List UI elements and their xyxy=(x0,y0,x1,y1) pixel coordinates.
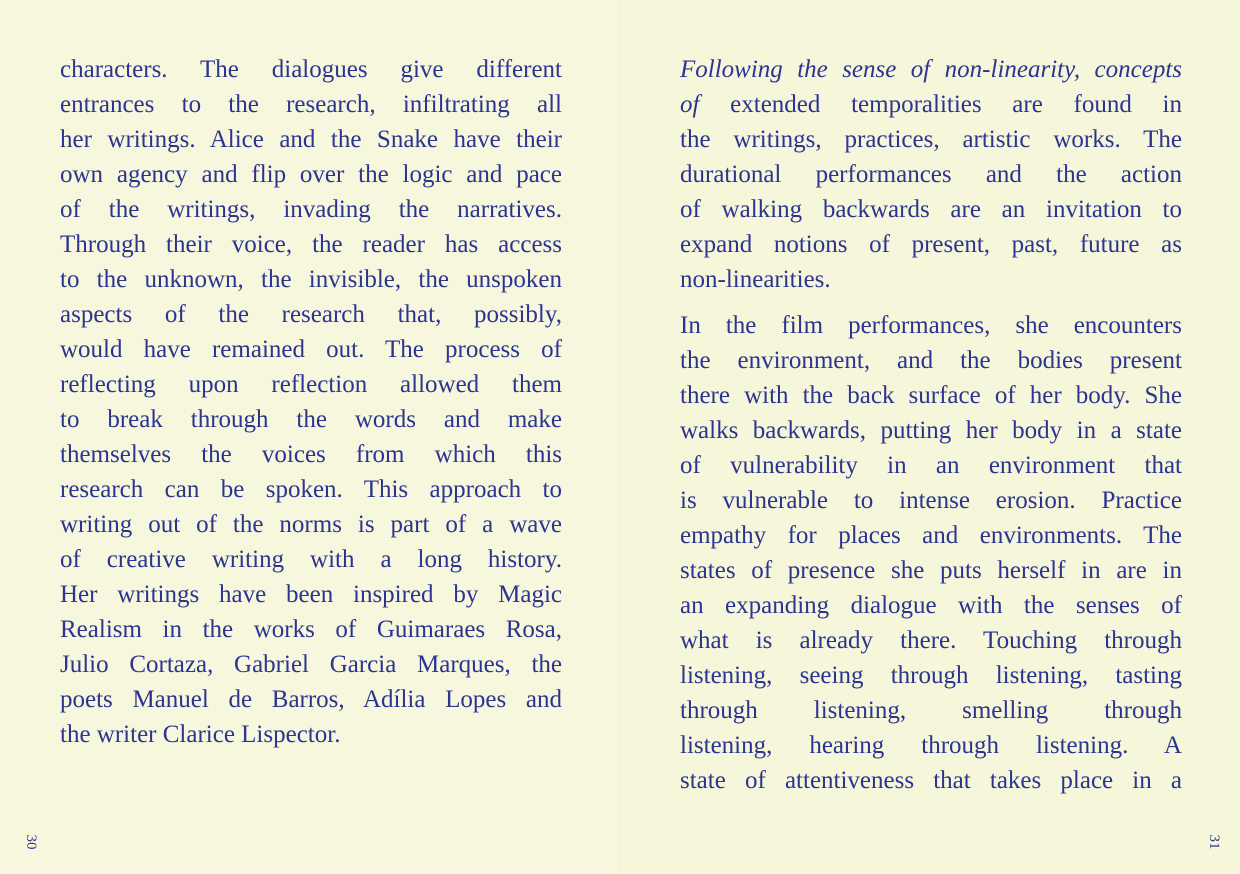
text-line: listening, seeing through listening, tasting xyxy=(680,662,1182,689)
text-line: Julio Cortaza, Gabriel Garcia Marques, the xyxy=(60,651,562,678)
text-line: aspects of the research that, possibly, xyxy=(60,301,562,328)
right-paragraph-2 xyxy=(680,308,1182,798)
text-line: entrances to the research, infiltrating all xyxy=(60,91,562,118)
text-line: non-linearities. xyxy=(680,266,831,293)
text-line: empathy for places and environments. The xyxy=(680,522,1182,549)
text-line: her writings. Alice and the Snake have their xyxy=(60,126,562,153)
text-line: to break through the words and make xyxy=(60,406,562,433)
text-line: to the unknown, the invisible, the unspoken xyxy=(60,266,562,293)
left-paragraph xyxy=(60,52,562,752)
italic-phrase: of xyxy=(680,91,700,118)
text-line: In the film performances, she encounters xyxy=(680,312,1182,339)
text-line: state of attentiveness that takes place in a xyxy=(680,767,1182,794)
right-page-text xyxy=(680,52,1182,798)
text-line: what is already there. Touching through xyxy=(680,627,1182,654)
text-line: the writings, practices, artistic works. The xyxy=(680,126,1182,153)
text-line xyxy=(680,87,1182,122)
text-line: expand notions of present, past, future as xyxy=(680,231,1182,258)
text-line: writing out of the norms is part of a wave xyxy=(60,511,562,538)
text-line: the environment, and the bodies present xyxy=(680,347,1182,374)
text-line: of walking backwards are an invitation to xyxy=(680,196,1182,223)
text-line: Through their voice, the reader has access xyxy=(60,231,562,258)
text-line: Realism in the works of Guimaraes Rosa, xyxy=(60,616,562,643)
text-line: walks backwards, putting her body in a state xyxy=(680,417,1182,444)
text-line: of the writings, invading the narratives. xyxy=(60,196,562,223)
page-number-left: 30 xyxy=(23,834,39,850)
text-line: through listening, smelling through xyxy=(680,697,1182,724)
right-paragraph-1 xyxy=(680,52,1182,297)
text-line: durational performances and the action xyxy=(680,161,1182,188)
text-line: of creative writing with a long history. xyxy=(60,546,562,573)
page-number-right: 31 xyxy=(1206,834,1222,850)
text-fragment: extended temporalities are found in xyxy=(699,91,1182,118)
text-line: would have remained out. The process of xyxy=(60,336,562,363)
text-line: characters. The dialogues give different xyxy=(60,56,562,83)
text-line: research can be spoken. This approach to xyxy=(60,476,562,503)
text-line: themselves the voices from which this xyxy=(60,441,562,468)
text-line: states of presence she puts herself in are in xyxy=(680,557,1182,584)
italic-phrase: Following the sense of non-linearity, concepts xyxy=(680,56,1182,83)
text-line: there with the back surface of her body. She xyxy=(680,382,1182,409)
text-line: listening, hearing through listening. A xyxy=(680,732,1182,759)
page-gutter xyxy=(619,0,621,874)
text-line: an expanding dialogue with the senses of xyxy=(680,592,1182,619)
text-line: own agency and flip over the logic and pace xyxy=(60,161,562,188)
left-page-text xyxy=(60,52,562,752)
text-line: poets Manuel de Barros, Adília Lopes and xyxy=(60,686,562,713)
text-line: of vulnerability in an environment that xyxy=(680,452,1182,479)
text-line xyxy=(680,52,1182,87)
text-line: reflecting upon reflection allowed them xyxy=(60,371,562,398)
text-line: is vulnerable to intense erosion. Practice xyxy=(680,487,1182,514)
text-line: the writer Clarice Lispector. xyxy=(60,721,341,748)
text-line: Her writings have been inspired by Magic xyxy=(60,581,562,608)
